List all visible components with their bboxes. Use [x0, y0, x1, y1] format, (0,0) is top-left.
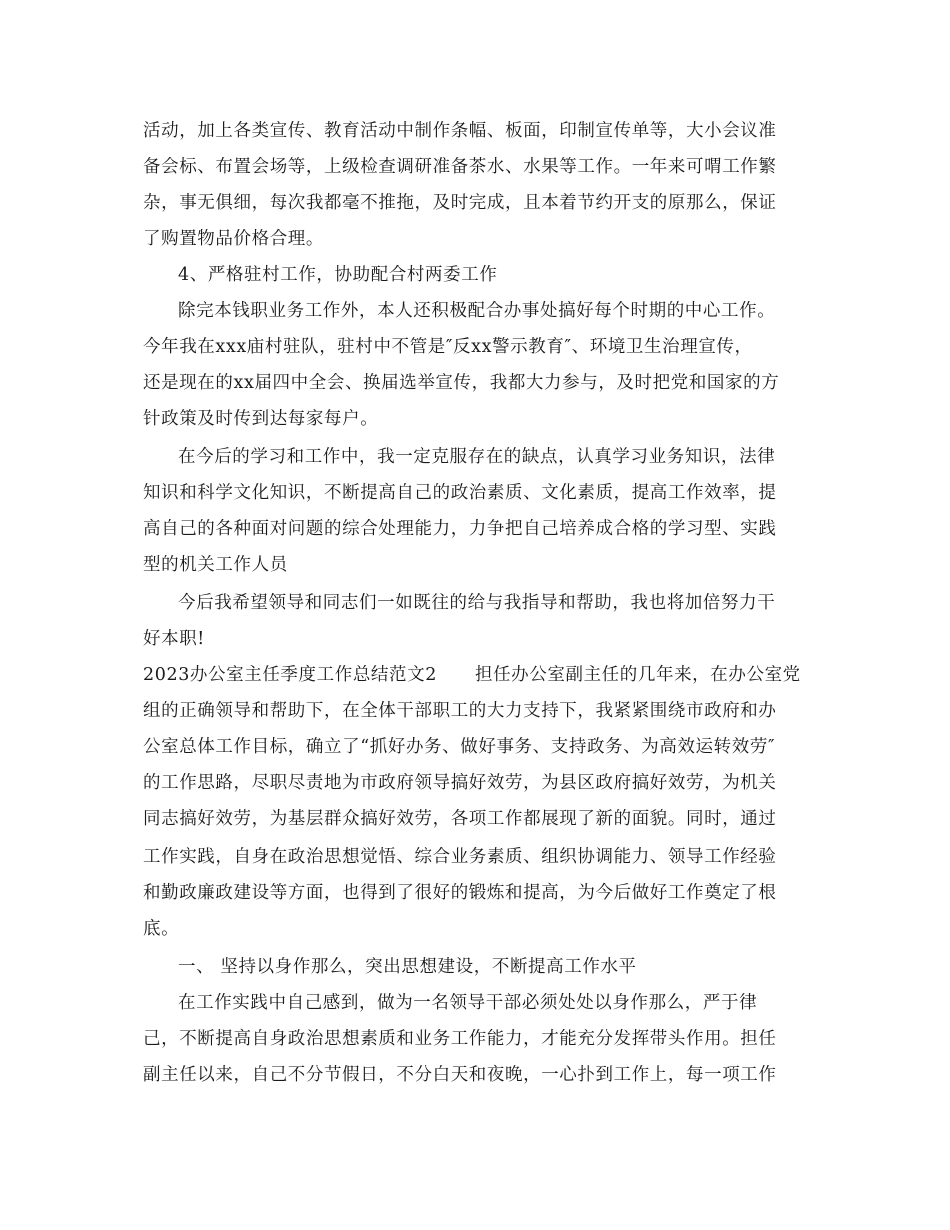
text-line: 还是现在的xx届四中全会、换届选举宣传，我都大力参与，及时把党和国家的方 — [143, 373, 780, 393]
section-title: 2023办公室主任季度工作总结范文2 — [143, 665, 437, 685]
text-line: 副主任以来，自己不分节假日，不分白天和夜晚，一心扑到工作上，每一项工作 — [143, 1065, 777, 1085]
text-line: 针政策及时传到达每家每户。 — [143, 409, 379, 429]
text-line: 了购置物品价格合理。 — [143, 229, 324, 249]
text-line: 型的机关工作人员 — [143, 555, 288, 575]
text-line: 公室总体工作目标，确立了“抓好办务、做好事务、支持政务、为高效运转效劳″ — [143, 737, 776, 757]
text-line: 同志搞好效劳，为基层群众搞好效劳，各项工作都展现了新的面貌。同时，通过 — [143, 809, 777, 829]
subheading-village-work: 4、严格驻村工作，协助配合村两委工作 — [178, 265, 498, 285]
text-line: 除完本钱职业务工作外，本人还积极配合办事处搞好每个时期的中心工作。 — [178, 301, 776, 321]
text-line: 高自己的各种面对问题的综合处理能力，力争把自己培养成合格的学习型、实践 — [143, 519, 777, 539]
text-line: 在今后的学习和工作中，我一定克服存在的缺点，认真学习业务知识，法律 — [178, 447, 776, 467]
subheading-lead-by-example: 一、 坚持以身作那么，突出思想建设，不断提高工作水平 — [178, 957, 637, 977]
text-line: 备会标、布置会场等，上级检查调研准备茶水、水果等工作。一年来可喟工作繁 — [143, 157, 777, 177]
text-line: 在工作实践中自己感到，做为一名领导干部必须处处以身作那么，严于律 — [178, 993, 758, 1013]
section-opening: 担任办公室副主任的几年来，在办公室党 — [474, 665, 801, 685]
text-line: 的工作思路，尽职尽责地为市政府领导搞好效劳，为县区政府搞好效劳，为机关 — [143, 773, 777, 793]
text-line: 知识和科学文化知识，不断提高自己的政治素质、文化素质，提高工作效率，提 — [143, 483, 777, 503]
text-line: 己，不断提高自身政治思想素质和业务工作能力，才能充分发挥带头作用。担任 — [143, 1029, 777, 1049]
section-title-line — [143, 664, 801, 686]
text-line: 好本职! — [143, 629, 205, 649]
text-line: 今后我希望领导和同志们一如既往的给与我指导和帮助，我也将加倍努力干 — [178, 593, 776, 613]
text-line: 今年我在xxx庙村驻队，驻村中不管是″反xx警示教育″、环境卫生治理宣传， — [143, 337, 753, 357]
text-line: 工作实践，自身在政治思想觉悟、综合业务素质、组织协调能力、领导工作经验 — [143, 847, 777, 867]
text-line: 和勤政廉政建设等方面，也得到了很好的锻炼和提高，为今后做好工作奠定了根 — [143, 883, 777, 903]
text-line: 组的正确领导和帮助下，在全体干部职工的大力支持下，我紧紧围绕市政府和办 — [143, 701, 777, 721]
text-line: 底。 — [143, 919, 180, 939]
text-line: 杂，事无俱细，每次我都毫不推拖，及时完成，且本着节约开支的原那么，保证 — [143, 193, 777, 213]
text-line: 活动，加上各类宣传、教育活动中制作条幅、板面，印制宣传单等，大小会议准 — [143, 121, 777, 141]
